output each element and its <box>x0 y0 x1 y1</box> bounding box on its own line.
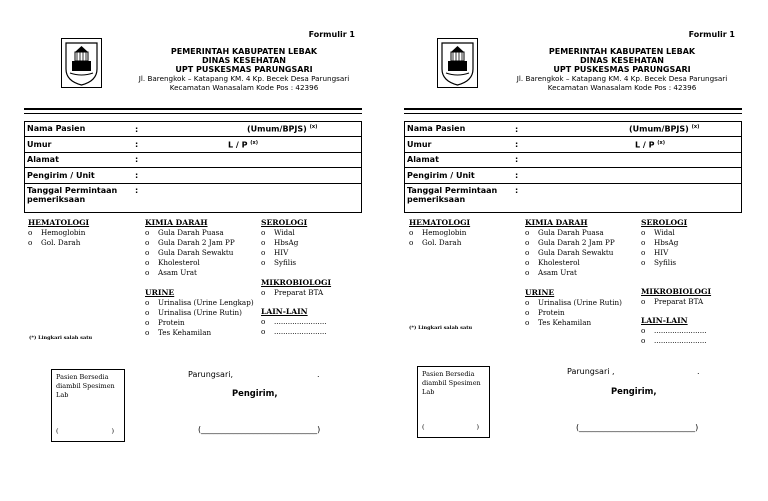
regency-logo-icon <box>61 38 102 88</box>
test-item[interactable]: o Syfilis <box>261 258 297 267</box>
test-item[interactable]: o Urinalisa (Urine Rutin) <box>525 298 622 307</box>
row-colon: : <box>515 155 519 165</box>
section-title: SEROLOGI <box>641 218 688 227</box>
patient-row-sender[interactable] <box>25 168 361 183</box>
test-item[interactable]: o Widal <box>641 228 675 237</box>
row-label: Pengirim / Unit <box>407 170 475 180</box>
test-item[interactable]: o Kholesterol <box>525 258 580 267</box>
row-label: Nama Pasien <box>407 124 466 134</box>
row-colon: : <box>135 170 139 180</box>
location-date-dot: . <box>697 367 700 376</box>
patient-consent-box[interactable] <box>51 369 125 442</box>
sender-signature-line[interactable]: (_____________________________) <box>576 423 699 432</box>
section-title: LAIN-LAIN <box>261 307 308 316</box>
test-item[interactable]: o Hemoglobin <box>28 228 86 237</box>
section-mikrobiologi <box>261 278 331 298</box>
row-label: Umur <box>407 139 432 149</box>
test-item[interactable]: o Kholesterol <box>145 258 200 267</box>
payment-type: (Umum/BPJS) $^{(x)}$ <box>629 124 700 135</box>
header-divider-thick <box>24 108 362 110</box>
row-label: Alamat <box>27 155 59 165</box>
section-hematologi <box>28 218 89 248</box>
patient-row-name[interactable] <box>25 122 361 137</box>
patient-info-table <box>24 121 362 213</box>
form-number: Formulir 1 <box>308 30 355 39</box>
section-title: URINE <box>525 288 555 297</box>
header-address: Jl. Barengkok – Katapang KM. 4 Kp. Becek Desa Parungsari <box>138 74 350 83</box>
lab-request-form-1 <box>0 0 364 501</box>
test-item[interactable]: o Hemoglobin <box>409 228 467 237</box>
form-number: Formulir 1 <box>688 30 735 39</box>
row-label: Nama Pasien <box>27 124 86 134</box>
row-colon: : <box>135 140 139 150</box>
test-item[interactable]: o HIV <box>641 248 669 257</box>
section-title: KIMIA DARAH <box>145 218 208 227</box>
test-item[interactable]: o Gula Darah 2 Jam PP <box>525 238 615 247</box>
section-kimia-darah <box>525 218 615 278</box>
section-serologi <box>261 218 307 268</box>
section-title: SEROLOGI <box>261 218 308 227</box>
row-colon: : <box>515 124 519 134</box>
header-line3: UPT PUSKESMAS PARUNGSARI <box>553 65 691 74</box>
section-title: URINE <box>145 288 175 297</box>
section-kimia-darah <box>145 218 235 278</box>
row-label: Tanggal Permintaan pemeriksaan <box>27 185 118 205</box>
section-hematologi <box>409 218 470 248</box>
test-item[interactable]: o HbsAg <box>641 238 679 247</box>
regency-logo-icon <box>437 38 478 88</box>
payment-type: (Umum/BPJS) $^{(x)}$ <box>247 124 318 135</box>
section-mikrobiologi <box>641 287 711 307</box>
section-lain-lain <box>261 307 327 337</box>
other-test-field[interactable]: o ....................... <box>261 327 327 336</box>
row-colon: : <box>515 140 519 150</box>
patient-info-table <box>404 121 742 213</box>
gender: L / P $^{(x)}$ <box>635 139 666 150</box>
header-line1: PEMERINTAH KABUPATEN LEBAK <box>170 47 318 56</box>
patient-row-age[interactable] <box>405 137 741 152</box>
header-district: Kecamatan Wanasalam Kode Pos : 42396 <box>169 83 319 93</box>
test-item[interactable]: o Asam Urat <box>145 268 197 277</box>
header-address: Jl. Barengkok – Katapang KM. 4 Kp. Becek Desa Parungsari <box>516 74 728 83</box>
patient-row-age[interactable] <box>25 137 361 152</box>
header-line1: PEMERINTAH KABUPATEN LEBAK <box>548 47 696 56</box>
row-colon: : <box>515 170 519 180</box>
test-item[interactable]: o Gula Darah Sewaktu <box>525 248 614 257</box>
footnote: (*) Lingkari salah satu <box>409 325 473 331</box>
test-item[interactable]: o Gula Darah Sewaktu <box>145 248 234 257</box>
row-colon: : <box>515 185 519 195</box>
test-item[interactable]: o Urinalisa (Urine Rutin) <box>145 308 242 317</box>
patient-row-name[interactable] <box>405 122 741 137</box>
section-serologi <box>641 218 687 268</box>
consent-name-field[interactable]: ( ) <box>56 427 114 435</box>
agency-header <box>120 47 368 92</box>
footnote: (*) Lingkari salah satu <box>29 335 93 341</box>
signing-location: Parungsari, <box>188 370 233 379</box>
test-item[interactable]: o Protein <box>145 318 185 327</box>
test-item[interactable]: o Preparat BTA <box>641 297 704 306</box>
consent-name-field[interactable]: ( ) <box>422 423 479 431</box>
test-item[interactable]: o Widal <box>261 228 295 237</box>
header-line2: DINAS KESEHATAN <box>580 56 664 65</box>
test-item[interactable]: o Preparat BTA <box>261 288 324 297</box>
patient-row-address[interactable] <box>405 153 741 168</box>
row-colon: : <box>135 185 139 195</box>
section-lain-lain <box>641 316 707 346</box>
section-title: HEMATOLOGI <box>28 218 90 227</box>
row-colon: : <box>135 124 139 134</box>
patient-row-address[interactable] <box>25 153 361 168</box>
section-title: MIKROBIOLOGI <box>641 287 712 296</box>
section-urine <box>145 288 254 338</box>
other-test-field[interactable]: o ....................... <box>261 317 327 326</box>
section-title: MIKROBIOLOGI <box>261 278 332 287</box>
signing-location: Parungsari , <box>567 367 615 376</box>
test-item[interactable]: o Protein <box>525 308 565 317</box>
consent-text: Pasien Bersedia diambil Spesimen Lab <box>422 370 481 396</box>
section-urine <box>525 288 622 328</box>
row-label: Umur <box>27 139 52 149</box>
test-item[interactable]: o Gol. Darah <box>28 238 81 247</box>
row-label: Tanggal Permintaan pemeriksaan <box>407 185 498 205</box>
test-item[interactable]: o Gula Darah Puasa <box>145 228 224 237</box>
lab-request-form-2 <box>380 0 744 501</box>
location-date-dot: . <box>317 370 320 379</box>
row-label: Pengirim / Unit <box>27 170 95 180</box>
test-item[interactable]: o Syfilis <box>641 258 677 267</box>
sender-signature-line[interactable]: (_____________________________) <box>198 425 321 434</box>
other-test-field[interactable]: o ....................... <box>641 326 707 335</box>
sender-label: Pengirim, <box>611 386 657 396</box>
test-item[interactable]: o Gula Darah 2 Jam PP <box>145 238 235 247</box>
test-item[interactable]: o Tes Kehamilan <box>525 318 592 327</box>
sender-label: Pengirim, <box>232 388 278 398</box>
gender: L / P $^{(x)}$ <box>228 139 259 150</box>
test-item[interactable]: o HIV <box>261 248 289 257</box>
patient-consent-box[interactable] <box>417 366 490 438</box>
other-test-field[interactable]: o ....................... <box>641 336 707 345</box>
test-item[interactable]: o Gol. Darah <box>409 238 462 247</box>
section-title: KIMIA DARAH <box>525 218 588 227</box>
header-line3: UPT PUSKESMAS PARUNGSARI <box>175 65 313 74</box>
patient-row-sender[interactable] <box>405 168 741 183</box>
row-colon: : <box>135 155 139 165</box>
section-title: HEMATOLOGI <box>409 218 471 227</box>
consent-text: Pasien Bersedia diambil Spesimen Lab <box>56 373 115 399</box>
agency-header <box>498 47 746 92</box>
test-item[interactable]: o Asam Urat <box>525 268 577 277</box>
test-item[interactable]: o Gula Darah Puasa <box>525 228 604 237</box>
patient-row-request-date[interactable] <box>25 184 361 212</box>
row-label: Alamat <box>407 155 439 165</box>
header-line2: DINAS KESEHATAN <box>202 56 286 65</box>
header-divider-thin <box>24 113 362 114</box>
section-title: LAIN-LAIN <box>641 316 688 325</box>
test-item[interactable]: o HbsAg <box>261 238 299 247</box>
test-item[interactable]: o Urinalisa (Urine Lengkap) <box>145 298 254 307</box>
header-divider-thin <box>404 113 742 114</box>
header-district: Kecamatan Wanasalam Kode Pos : 42396 <box>547 83 697 93</box>
header-divider-thick <box>404 108 742 110</box>
patient-row-request-date[interactable] <box>405 184 741 212</box>
test-item[interactable]: o Tes Kehamilan <box>145 328 212 337</box>
